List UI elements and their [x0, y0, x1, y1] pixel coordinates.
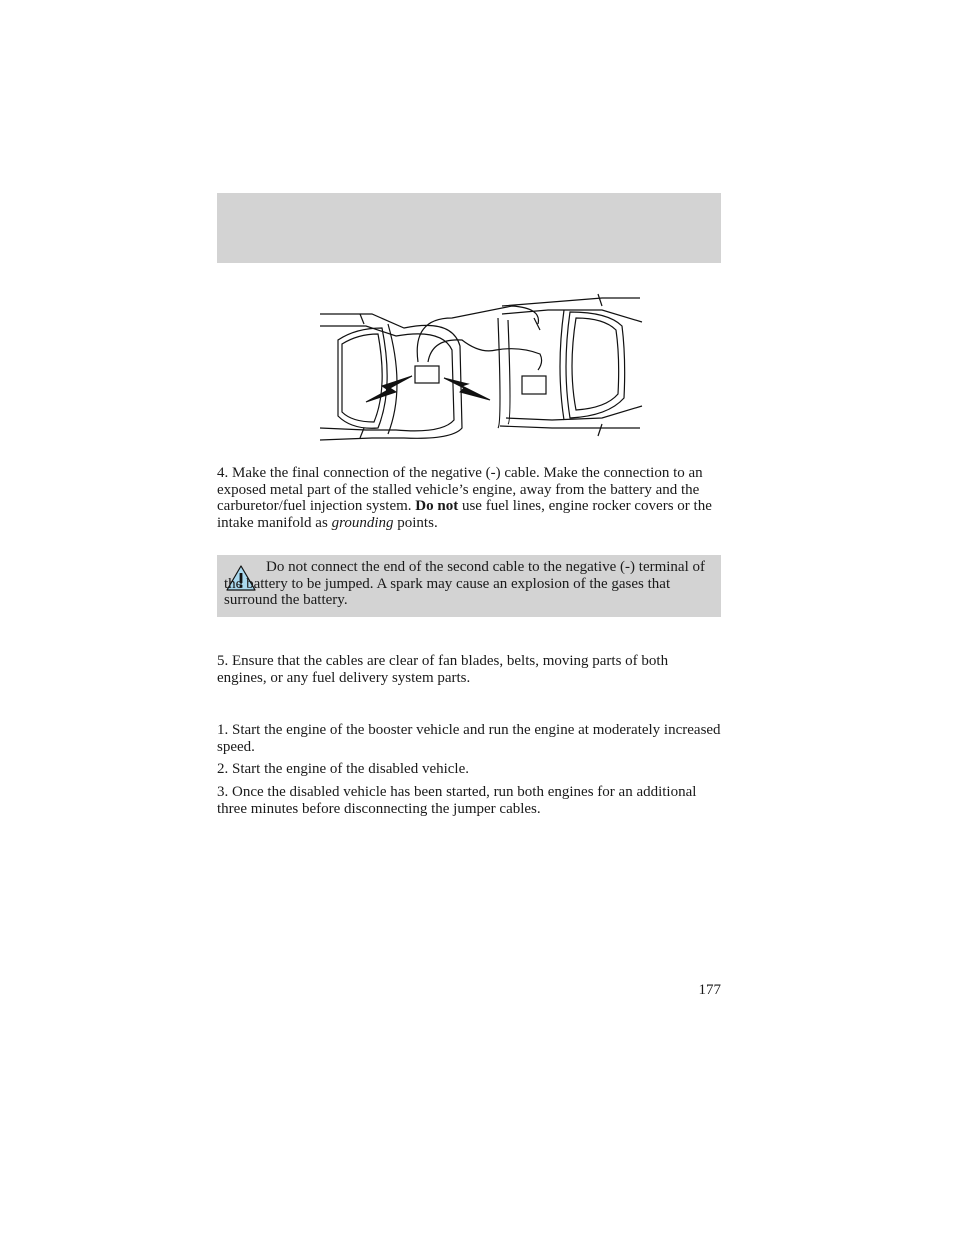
step-4-italic-text: grounding — [331, 514, 394, 531]
start-step-3: 3. Once the disabled vehicle has been started, run both engines for an additional three minutes before disconnecting the jumper cables. — [217, 784, 697, 817]
step-4-text-start: 4. Make the final connection of the negative (-) cable. Make the connection to an exposed metal part of the stalled vehicle’s engine, away from the battery and the carburetor/fuel injection system. — [217, 465, 703, 514]
start-step-2: 2. Start the engine of the disabled vehicle. — [217, 761, 470, 777]
start-step-1: 1. Start the engine of the booster vehicle and run the engine at moderately increased speed. — [217, 722, 721, 755]
step-4-text-end: points. — [393, 514, 438, 531]
warning-box — [217, 555, 721, 617]
step-4-paragraph — [217, 465, 721, 531]
step-5-paragraph: 5. Ensure that the cables are clear of fan blades, belts, moving parts of both engines, or any fuel delivery system parts. — [217, 653, 669, 686]
section-header-band — [217, 193, 721, 263]
step-4-bold-text: Do not — [415, 498, 459, 514]
page-number: 177 — [698, 982, 721, 998]
step-4-text-middle: use fuel lines, engine rocker covers or the intake manifold as — [217, 498, 712, 531]
jump-start-illustration — [312, 288, 648, 453]
warning-text: Do not connect the end of the second cable to the negative (-) terminal of the battery to be jumped. A spark may cause an explosion of the gases that surround the battery. — [224, 559, 705, 608]
